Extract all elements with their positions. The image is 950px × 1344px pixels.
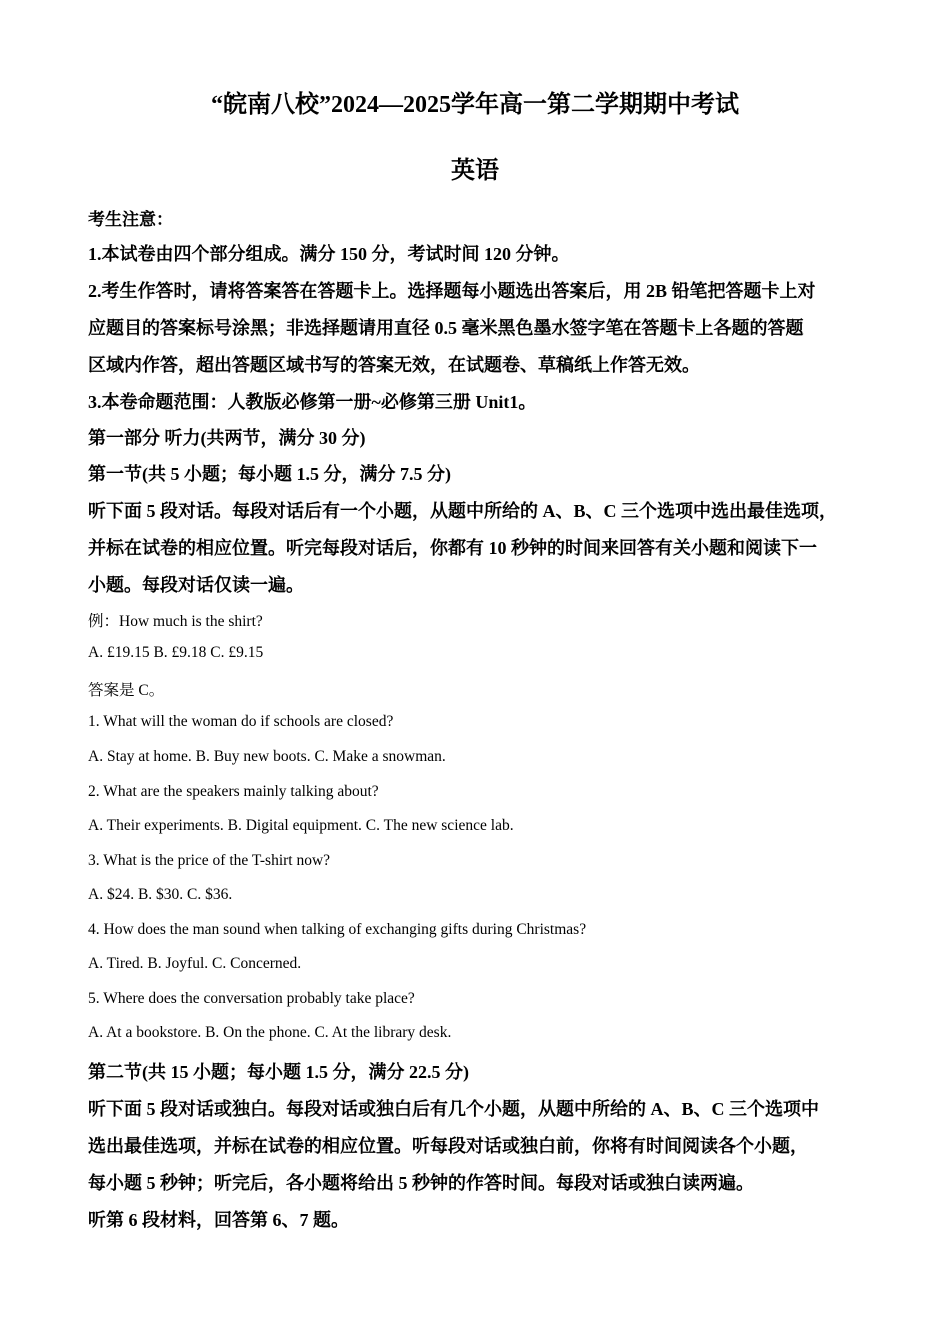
- question-1-options: A. Stay at home. B. Buy new boots. C. Make a snowman.: [88, 748, 446, 765]
- section1-heading: 第一节(共 5 小题；每小题 1.5 分，满分 7.5 分): [88, 464, 451, 484]
- notice-item-1: 1.本试卷由四个部分组成。满分 150 分，考试时间 120 分钟。: [88, 244, 570, 264]
- part1-heading: 第一部分 听力(共两节，满分 30 分): [88, 428, 366, 448]
- material-6-heading: 听第 6 段材料，回答第 6、7 题。: [88, 1210, 349, 1230]
- section2-instruction-line-2: 选出最佳选项，并标在试卷的相应位置。听每段对话或独白前，你将有时间阅读各个小题，: [88, 1136, 808, 1156]
- example-options: A. £19.15 B. £9.18 C. £9.15: [88, 644, 264, 661]
- section1-instruction-line-3: 小题。每段对话仅读一遍。: [88, 575, 304, 595]
- section1-instruction-line-1: 听下面 5 段对话。每段对话后有一个小题，从题中所给的 A、B、C 三个选项中选出最佳选项，: [88, 501, 837, 521]
- example-answer: 答案是 C。: [88, 682, 165, 699]
- question-5-options: A. At a bookstore. B. On the phone. C. At the library desk.: [88, 1024, 452, 1041]
- section1-instruction-line-2: 并标在试卷的相应位置。听完每段对话后，你都有 10 秒钟的时间来回答有关小题和阅读下一: [88, 538, 817, 558]
- question-3-options: A. $24. B. $30. C. $36.: [88, 886, 233, 903]
- question-5: 5. Where does the conversation probably take place?: [88, 990, 415, 1007]
- section2-heading: 第二节(共 15 小题；每小题 1.5 分，满分 22.5 分): [88, 1062, 469, 1082]
- example-question: 例：How much is the shirt?: [88, 613, 263, 630]
- question-1: 1. What will the woman do if schools are closed?: [88, 713, 394, 730]
- section2-instruction-line-3: 每小题 5 秒钟；听完后，各小题将给出 5 秒钟的作答时间。每段对话或独白读两遍。: [88, 1173, 754, 1193]
- question-4-options: A. Tired. B. Joyful. C. Concerned.: [88, 955, 302, 972]
- notice-item-2-line-2: 应题目的答案标号涂黑；非选择题请用直径 0.5 毫米黑色墨水签字笔在答题卡上各题的答题: [88, 318, 804, 338]
- notice-heading: 考生注意：: [88, 210, 173, 229]
- subject-title: 英语: [451, 158, 499, 184]
- notice-item-2-line-3: 区域内作答，超出答题区域书写的答案无效，在试题卷、草稿纸上作答无效。: [88, 355, 700, 375]
- notice-item-2-line-1: 2.考生作答时，请将答案答在答题卡上。选择题每小题选出答案后，用 2B 铅笔把答题卡上对: [88, 281, 816, 301]
- question-2: 2. What are the speakers mainly talking about?: [88, 783, 379, 800]
- section2-instruction-line-1: 听下面 5 段对话或独白。每段对话或独白后有几个小题，从题中所给的 A、B、C 三个选项中: [88, 1099, 819, 1119]
- question-4: 4. How does the man sound when talking of exchanging gifts during Christmas?: [88, 921, 587, 938]
- notice-item-3: 3.本卷命题范围：人教版必修第一册~必修第三册 Unit1。: [88, 392, 537, 412]
- question-2-options: A. Their experiments. B. Digital equipment. C. The new science lab.: [88, 817, 514, 834]
- question-3: 3. What is the price of the T-shirt now?: [88, 852, 331, 869]
- exam-title: “皖南八校”2024—2025学年高一第二学期期中考试: [211, 92, 739, 118]
